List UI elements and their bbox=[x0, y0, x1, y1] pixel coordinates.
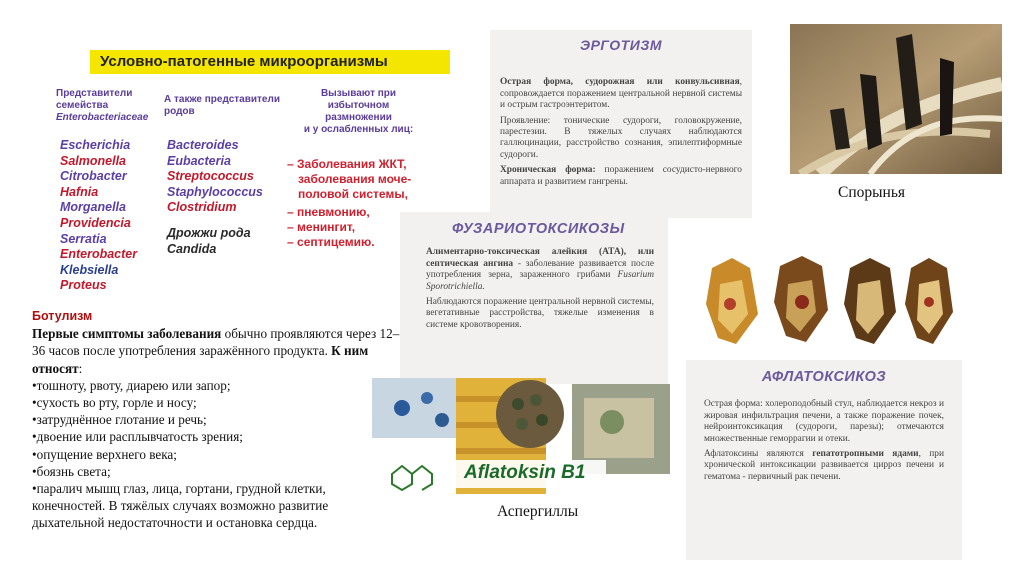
para-text: , сопровождается поражением центральной нервной системы и острым гастроэнтеритом. bbox=[500, 77, 742, 111]
disease-line: половой системы, bbox=[298, 187, 408, 201]
para-text: Афлатоксины являются bbox=[704, 449, 813, 460]
symptom-item: •двоение или расплывчатость зрения; bbox=[32, 429, 243, 445]
microorganisms-title: Условно-патогенные микроорганизмы bbox=[90, 50, 450, 74]
genus-item: Morganella bbox=[60, 200, 126, 215]
column-2-header bbox=[164, 94, 294, 118]
para-text: - заболевание развивается после употребления зерна, зараженного грибами bbox=[426, 258, 654, 281]
para-text: , при хронической интоксикации развивается цирроз печени и гематома - первичный рак печени. bbox=[704, 449, 944, 482]
ergotism-paragraph: Проявление: тонические судороги, головокружение, парестезии. В тяжелых случаях наблюдаются галлюцинации, расстройство сознания, эпилептиформные судороги. bbox=[500, 115, 742, 160]
botulism-section bbox=[32, 308, 402, 532]
botulism-title: Ботулизм bbox=[32, 309, 93, 323]
col3-head-line: избыточном bbox=[327, 100, 390, 111]
col1-head-line: Enterobacteriaceae bbox=[56, 112, 149, 123]
col3-head-line: и у ослабленных лиц: bbox=[303, 124, 414, 135]
lead-bold: Первые симптомы заболевания bbox=[32, 326, 222, 342]
dash-icon: – bbox=[287, 205, 298, 219]
genus-item: Proteus bbox=[60, 278, 107, 293]
col2-head-line: А также представители bbox=[164, 94, 280, 105]
genus-item: Escherichia bbox=[60, 138, 131, 152]
symptom-item: •боязнь света; bbox=[32, 463, 111, 479]
symptom-item: •паралич мышц глаз, лица, гортани, грудной клетки, конечностей. В тяжёлых случаях возможно развитие дыхательной недостаточности и остановка сердца. bbox=[32, 481, 329, 531]
ergot-caption: Спорынья bbox=[838, 184, 906, 201]
ergotism-title: ЭРГОТИЗМ bbox=[580, 37, 662, 53]
lead-bold: К ним относят bbox=[32, 343, 369, 376]
other-genera-list bbox=[167, 138, 297, 257]
disease-text: Заболевания ЖКТ, bbox=[297, 157, 407, 171]
col3-head-line: Вызывают при bbox=[320, 88, 397, 99]
aspergilli-caption: Аспергиллы bbox=[497, 503, 579, 520]
genus-item: Candida bbox=[167, 241, 217, 256]
genus-item: Citrobacter bbox=[60, 169, 127, 184]
disease-text: пневмонию, bbox=[297, 205, 370, 219]
aflatoxin-collage bbox=[372, 378, 670, 494]
fusario-box bbox=[400, 212, 668, 384]
disease-line bbox=[287, 157, 427, 172]
para-bold: Алиментарно-токсическая алейкия (АТА), или септическая ангина bbox=[426, 247, 654, 269]
genus-item: Clostridium bbox=[167, 200, 237, 215]
ergotism-box bbox=[490, 30, 752, 218]
aflatox-paragraph: Острая форма: холероподобный стул, наблюдается некроз и жировая инфильтрация печени, а также поражение почек, нейроинтоксикация (судороги, парезы); отмечаются множественные геморрагии и отеки. bbox=[704, 399, 944, 444]
fusario-paragraph bbox=[426, 247, 654, 293]
botulism-lead bbox=[32, 325, 402, 377]
lead-text: обычно проявляются через 12–36 часов после употребления заражённого продукта. bbox=[32, 326, 400, 359]
ergot-photo bbox=[790, 24, 1002, 174]
ergotism-paragraph bbox=[500, 77, 742, 111]
para-text: поражением сосудисто-нервного аппарата и развитием гангрены. bbox=[500, 165, 742, 187]
genus-item: Salmonella bbox=[60, 153, 126, 168]
genus-item: Дрожжи рода bbox=[167, 225, 251, 240]
column-3-header bbox=[296, 88, 421, 136]
genus-item: Enterobacter bbox=[60, 247, 138, 262]
ergotism-paragraph bbox=[500, 165, 742, 188]
dash-icon: – bbox=[287, 220, 298, 234]
genus-item: Eubacteria bbox=[167, 153, 231, 168]
genus-item: Staphylococcus bbox=[167, 184, 263, 199]
col2-head-line: родов bbox=[164, 106, 195, 117]
symptom-item: •сухость во рту, горле и носу; bbox=[32, 395, 197, 411]
aflatox-title: АФЛАТОКСИКОЗ bbox=[761, 369, 887, 385]
ergot-illustration bbox=[790, 24, 1002, 174]
fusario-title: ФУЗАРИОТОКСИКОЗЫ bbox=[452, 221, 625, 237]
symptom-item: •опущение верхнего века; bbox=[32, 446, 177, 462]
disease-line: заболевания моче- bbox=[298, 172, 412, 186]
fusario-paragraph: Наблюдаются поражение центральной нервной системы, вегетативные расстройства, тяжелые изменения в системе кровотворения. bbox=[426, 297, 655, 330]
para-bold: Хроническая форма: bbox=[500, 165, 596, 176]
grains-illustration bbox=[692, 254, 962, 350]
aflatox-box bbox=[686, 360, 962, 560]
microorganisms-panel bbox=[52, 42, 414, 293]
col3-head-line: размножении bbox=[325, 112, 392, 123]
para-bold: Острая форма, судорожная или конвульсивная bbox=[500, 77, 740, 88]
symptom-item: •затруднённое глотание и речь; bbox=[32, 412, 207, 428]
genus-item: Providencia bbox=[60, 215, 131, 230]
col1-head-line: семейства bbox=[56, 100, 109, 111]
infected-grains-photo bbox=[692, 254, 962, 350]
genus-item: Serratia bbox=[60, 231, 107, 246]
aflatox-paragraph bbox=[704, 449, 944, 483]
genus-item: Hafnia bbox=[60, 184, 99, 199]
lead-colon: : bbox=[78, 360, 83, 376]
disease-text: септицемию. bbox=[297, 235, 375, 249]
genus-item: Streptococcus bbox=[167, 169, 254, 184]
dash-icon: – bbox=[287, 157, 298, 171]
col1-head-line: Представители bbox=[56, 88, 133, 99]
disease-text: менингит, bbox=[297, 220, 356, 234]
para-italic: Fusarium Sporotrichiella. bbox=[426, 270, 654, 292]
aflatoxin-label: Aflatoksin B1 bbox=[464, 462, 586, 483]
genus-item: Bacteroides bbox=[167, 138, 239, 152]
genus-item: Klebsiella bbox=[60, 262, 119, 277]
dash-icon: – bbox=[287, 235, 298, 249]
para-bold: гепатотропными ядами bbox=[812, 449, 919, 460]
enterobacteria-list bbox=[60, 138, 165, 294]
symptom-item: •тошноту, рвоту, диарею или запор; bbox=[32, 377, 231, 393]
column-1-header bbox=[56, 88, 166, 124]
